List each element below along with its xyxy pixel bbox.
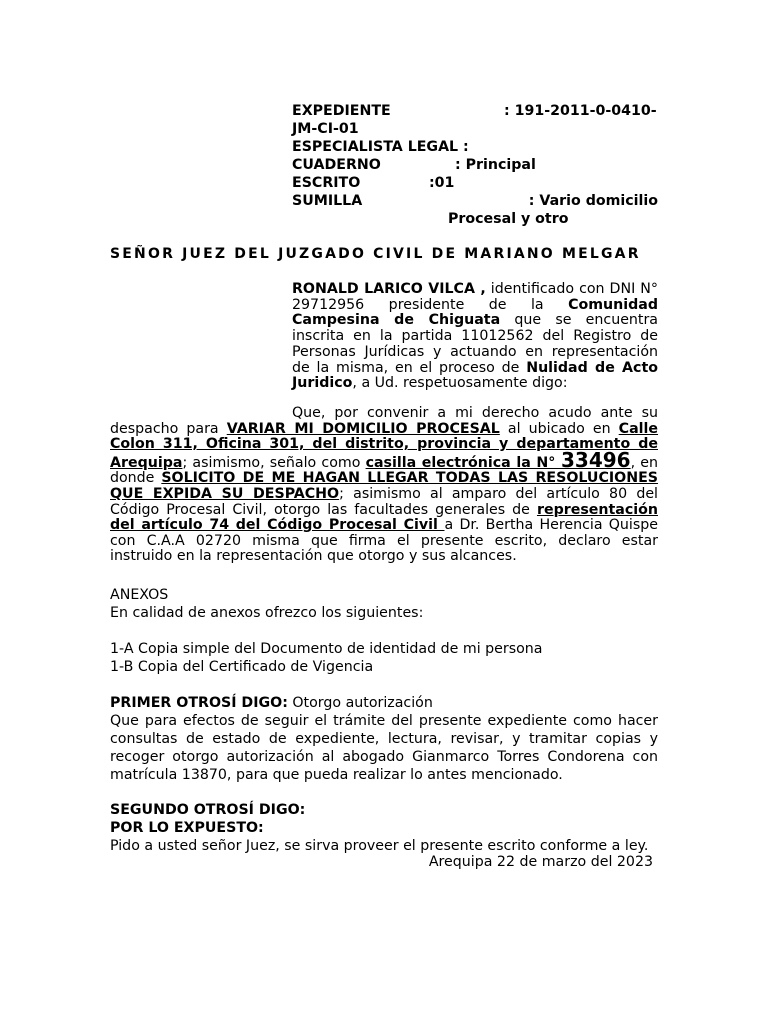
anexo-item: 1-B Copia del Certificado de Vigencia bbox=[110, 659, 374, 675]
main-paragraph bbox=[110, 406, 658, 565]
body-text-4: , en donde bbox=[110, 454, 659, 487]
cuaderno-value: : Principal bbox=[455, 157, 536, 173]
body-text-6: a Dr. Bertha Herencia Quispe con C.A.A 02720 misma que firma el presente escrito, declaro estar instruido en la representación que otorgo y sus alcances. bbox=[110, 517, 658, 565]
intro-paragraph bbox=[292, 282, 658, 392]
closing-section bbox=[110, 801, 658, 855]
primer-otrosi-title: Otorgo autorización bbox=[287, 695, 433, 711]
solicito-request: SOLICITO DE ME HAGAN LLEGAR TODAS LAS RESOLUCIONES QUE EXPIDA SU DESPACHO bbox=[110, 470, 658, 502]
petitioner-name: RONALD LARICO VILCA , bbox=[292, 281, 486, 297]
process-name: Nulidad de Acto Juridico bbox=[292, 359, 658, 392]
sumilla-value-continued: Procesal y otro bbox=[448, 211, 569, 227]
case-header bbox=[292, 102, 658, 228]
variar-domicilio: VARIAR MI DOMICILIO PROCESAL bbox=[226, 420, 500, 437]
anexos-title: ANEXOS bbox=[110, 587, 169, 603]
intro-text-1: identificado con DNI N° 29712956 presidente de la bbox=[292, 281, 658, 313]
escrito-value: :01 bbox=[429, 175, 455, 191]
sumilla-value: : Vario domicilio bbox=[528, 193, 658, 209]
anexo-item: 1-A Copia simple del Documento de identidad de mi persona bbox=[110, 641, 543, 657]
closing-text: Pido a usted señor Juez, se sirva proveer el presente escrito conforme a ley. bbox=[110, 838, 649, 854]
primer-otrosi-section bbox=[110, 694, 658, 784]
cuaderno-label: CUADERNO bbox=[292, 157, 381, 173]
casilla-label: casilla electrónica la N° bbox=[365, 454, 561, 471]
body-text-5: ; asimismo al amparo del artículo 80 del Código Procesal Civil, otorgo las facultades generales de bbox=[110, 485, 658, 518]
community-name: Comunidad Campesina de Chiguata bbox=[292, 296, 658, 329]
representacion-clause: representación del artículo 74 del Código Procesal Civil bbox=[110, 501, 658, 534]
anexos-intro: En calidad de anexos ofrezco los siguientes: bbox=[110, 605, 424, 621]
new-address: Calle Colon 311, Oficina 301, del distrito, provincia y departamento de Arequipa bbox=[110, 420, 659, 471]
casilla-electronica bbox=[365, 447, 631, 472]
primer-otrosi-label: PRIMER OTROSÍ DIGO: bbox=[110, 695, 288, 711]
especialista-label: ESPECIALISTA LEGAL : bbox=[292, 139, 469, 155]
segundo-otrosi-label: SEGUNDO OTROSÍ DIGO: bbox=[110, 802, 306, 818]
addressee-heading: SEÑOR JUEZ DEL JUZGADO CIVIL DE MARIANO MELGAR bbox=[110, 246, 641, 262]
expediente-value-continued: JM-CI-01 bbox=[292, 121, 359, 137]
body-text-2: al ubicado en bbox=[499, 420, 619, 437]
expediente-value: : 191-2011-0-0410- bbox=[504, 103, 657, 119]
body-text-1: Que, por convenir a mi derecho acudo ante su despacho para bbox=[110, 405, 658, 437]
por-lo-expuesto-label: POR LO EXPUESTO: bbox=[110, 820, 264, 836]
expediente-label: EXPEDIENTE bbox=[292, 103, 391, 119]
sumilla-label: SUMILLA bbox=[292, 193, 363, 209]
escrito-label: ESCRITO bbox=[292, 175, 361, 191]
anexos-section bbox=[110, 586, 658, 676]
document-date: Arequipa 22 de marzo del 2023 bbox=[428, 854, 653, 870]
intro-text-2: que se encuentra inscrita en la partida 11012562 del Registro de Personas Jurídicas y actuando en representación de la misma, en el proceso de bbox=[292, 312, 658, 376]
intro-text-3: , a Ud. respetuosamente digo: bbox=[352, 375, 568, 392]
body-text-3: ; asimismo, señalo como bbox=[182, 454, 366, 471]
primer-otrosi-text: Que para efectos de seguir el trámite del presente expediente como hacer consultas de estado de expediente, lectura, revisar, y tramitar copias y recoger otorgo autorización al abogado Gianmarco Torres Condorena con matrícula 13870, para que pueda realizar lo antes mencionado. bbox=[110, 713, 658, 783]
casilla-number: 33496 bbox=[561, 447, 631, 472]
